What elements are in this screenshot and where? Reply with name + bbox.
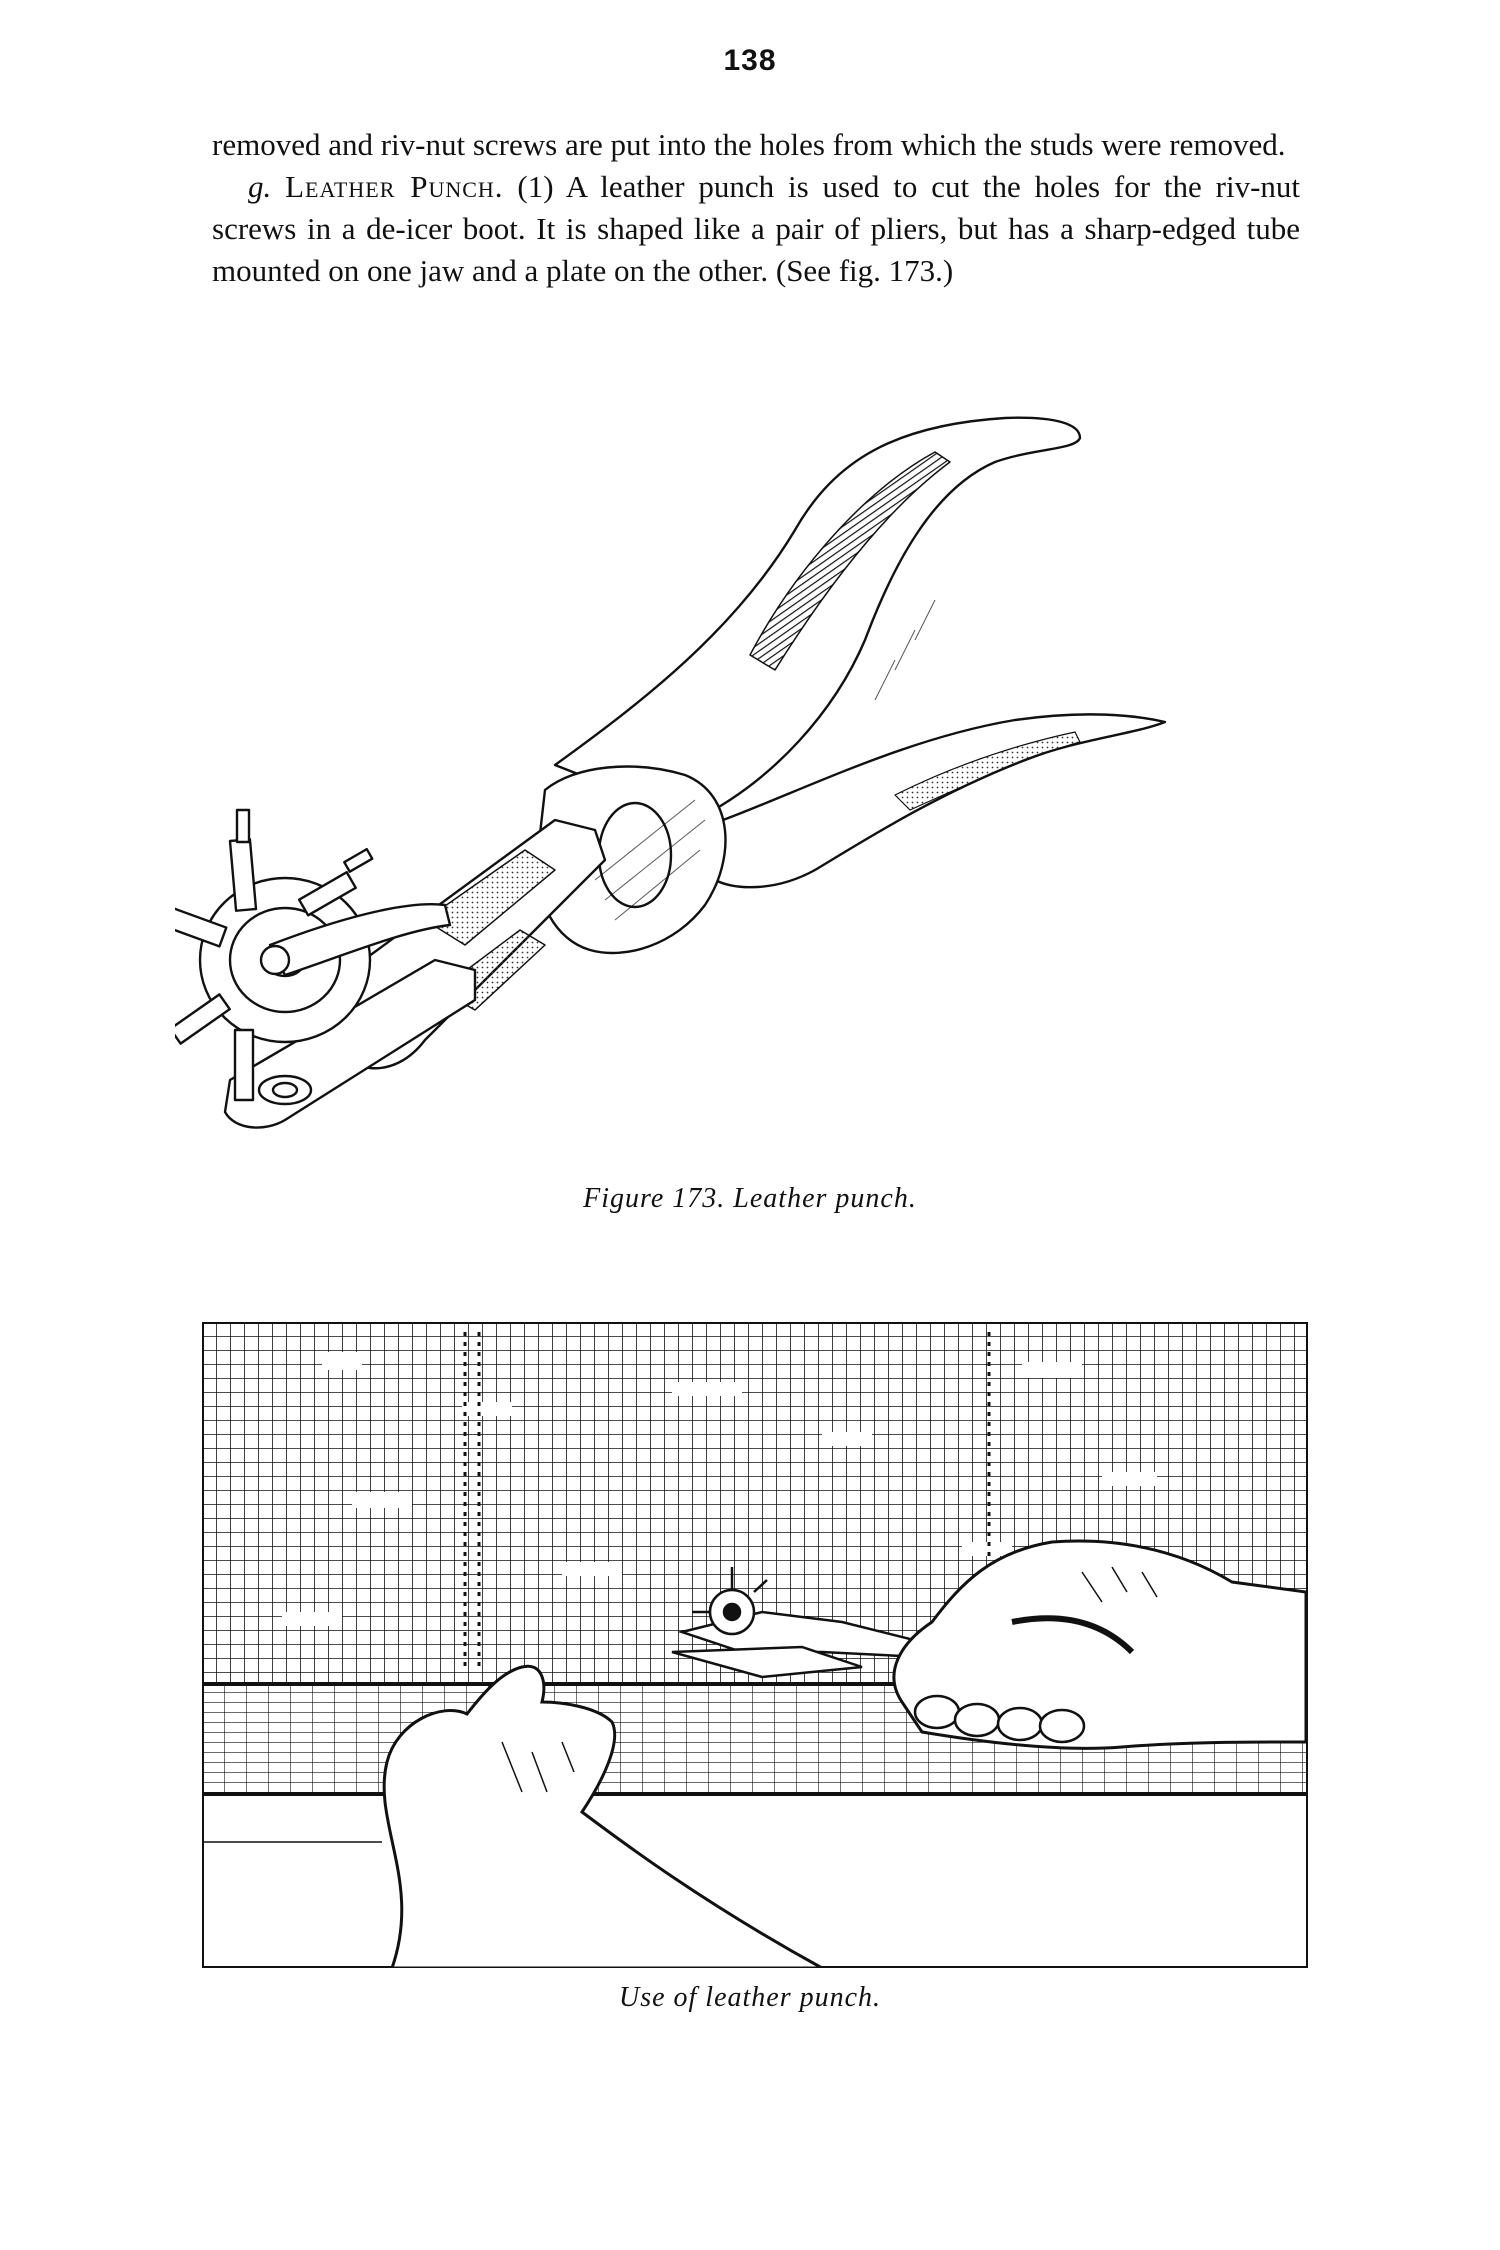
section-heading: Leather Punch. (285, 169, 504, 204)
use-of-punch-caption: Use of leather punch. (618, 1982, 882, 2013)
section-body: (1) A leather punch is used to cut the holes for the riv-nut screws in a de-icer boot. It is shaped like a pair of pliers, but has a sharp-edged tube mounted on one jaw and a plate on the other. (See fig. 173.) (212, 169, 1301, 288)
figure-173-caption: Figure 173. Leather punch. (583, 1183, 917, 1214)
pivot-hole (599, 803, 671, 907)
body-text (212, 124, 1300, 292)
paragraph-continuation: removed and riv-nut screws are put into the holes from which the studs were removed. (212, 127, 1286, 162)
leather-punch-illustration (175, 400, 1315, 1180)
page-number: 138 (723, 44, 777, 77)
use-of-punch-illustration (202, 1322, 1308, 1968)
paragraph-leather-punch (212, 166, 1300, 292)
section-label: g. (248, 169, 272, 204)
